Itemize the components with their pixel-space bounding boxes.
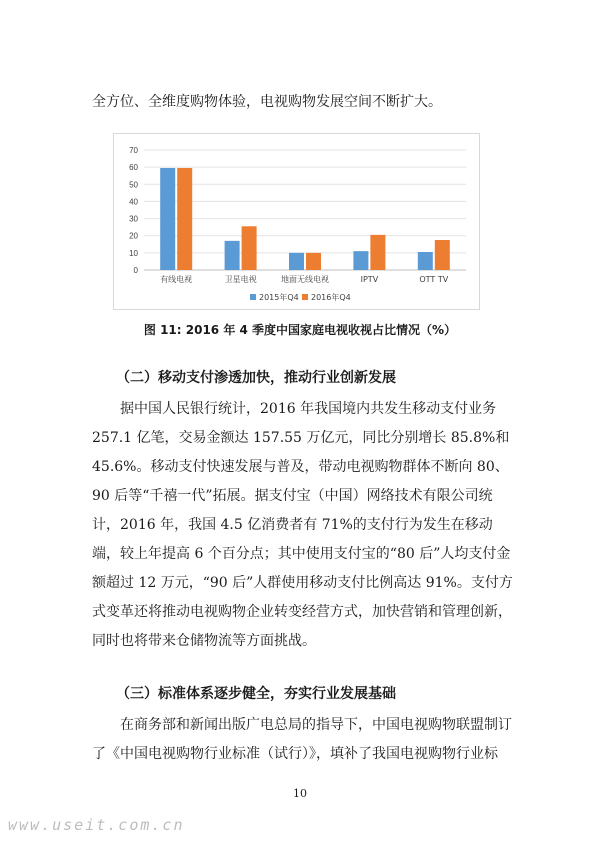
legend-swatch: [250, 294, 256, 300]
site-watermark: www.useit.com.cn: [8, 816, 185, 834]
bar-series-2: [177, 168, 192, 270]
bar-chart: [113, 133, 480, 310]
bar-series-1: [353, 251, 368, 270]
bar-series-1: [289, 253, 304, 270]
x-tick-label: 地面无线电视: [281, 275, 329, 284]
section-3-heading: （三）标准体系逐步健全，夯实行业发展基础: [116, 686, 396, 702]
x-tick-label: IPTV: [360, 275, 379, 284]
legend-swatch: [302, 294, 308, 300]
section-3-paragraph: 在商务部和新闻出版广电总局的指导下，中国电视购物联盟制订了《中国电视购物行业标准（试行）》，填补了我国电视购物行业标: [92, 717, 512, 762]
x-tick-label: 卫星电视: [224, 275, 257, 284]
page-number: 10: [293, 787, 307, 800]
top-paragraph-line: 全方位、全维度购物体验，电视购物发展空间不断扩大。: [92, 94, 442, 110]
bar-series-2: [306, 253, 321, 270]
bar-series-2: [370, 235, 385, 270]
y-tick-label: 50: [129, 180, 138, 190]
x-tick-label: OTT TV: [419, 275, 449, 284]
section-2-heading: （二）移动支付渗透加快，推动行业创新发展: [116, 370, 396, 386]
y-tick-label: 20: [129, 231, 138, 241]
y-tick-label: 60: [129, 163, 138, 173]
section-2-paragraph: 据中国人民银行统计，2016 年我国境内共发生移动支付业务 257.1 亿笔，交易金额达 157.55 万亿元，同比分别增长 85.8%和 45.6%。移动支付快速发展与普及，带动电视购物群体不断向 80、90 后等“千禧一代”拓展。据支付宝（中国）网络技术有限公司统计，2016 年，我国 4.5 亿消费者有 71%的支付行为发生在移动端，较上年提高 6 个百分点；其中使用支付宝的“80 后”人均支付金额超过 12 万元，“90 后”人群使用移动支付比例高达 91%。支付方式变革还将推动电视购物企业转变经营方式，加快营销和管理创新，同时也将带来仓储物流等方面挑战。: [92, 401, 513, 649]
x-tick-label: 有线电视: [160, 275, 193, 284]
y-tick-label: 30: [129, 214, 138, 224]
y-tick-label: 40: [129, 197, 138, 207]
bar-series-1: [160, 168, 175, 270]
bar-series-2: [435, 240, 450, 270]
y-tick-label: 10: [129, 248, 138, 258]
bar-series-1: [225, 241, 240, 270]
chart-canvas: [114, 134, 479, 309]
bar-series-1: [418, 252, 433, 270]
bar-series-2: [242, 226, 257, 270]
legend-label: 2015年Q4: [259, 293, 299, 302]
y-tick-label: 70: [129, 146, 138, 155]
y-tick-label: 0: [133, 266, 138, 275]
figure-caption: 图 11: 2016 年 4 季度中国家庭电视收视占比情况（%）: [143, 323, 457, 337]
legend-label: 2016年Q4: [311, 293, 351, 302]
